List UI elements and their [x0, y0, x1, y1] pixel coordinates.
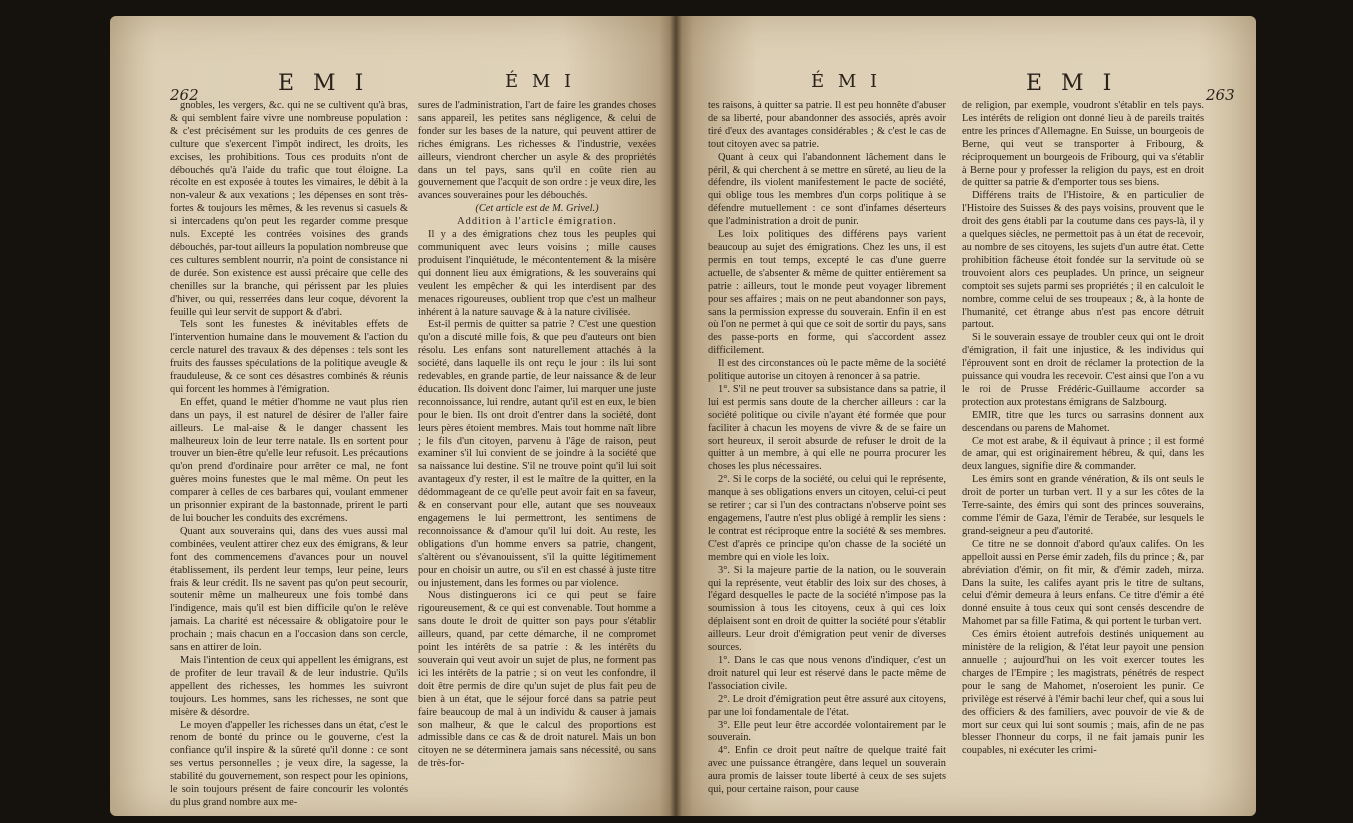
left-page-number: 262 — [170, 86, 199, 104]
paragraph: Différens traits de l'Histoire, & en particulier de l'Histoire des Suisses & des pays voisins, prouvent que le droit des gens établi par la coutume dans ces pays-là, il y a quelques siècles, ne permettoit pas à un état de recevoir, au nombre de ses citoyens, les sujets d'un autre état. Cette prohibition fâcheuse étoit fondée sur la servitude où se trouvoient alors ces peuplades. Un prince, un seigneur comptoit ses sujets parmi ses propriétés ; il en calculoit le nombre, comme celui de ses troupeaux ; &, à la honte de l'humanité, cet étrange abus n'est pas encore détruit partout. — [962, 190, 1204, 331]
paragraph: de religion, par exemple, voudront s'établir en tels pays. Les intérêts de religion ont donné lieu à de pareils traités entre les princes d'Allemagne. En Suisse, un bourgeois de Berne, qui veut se transporter à Fribourg, & réciproquement un bourgeois de Fribourg, qui va s'établir à Berne pour y professer la religion du pays, est en droit de quitter sa patrie & d'emporter tous ses biens. — [962, 100, 1204, 189]
paragraph: Quant aux souverains qui, dans des vues aussi mal combinées, veulent attirer chez eux des émigrans, & leur font des commencemens d'avances pour un nouvel établissement, ils perdent leur temps, leur peine, leurs frais & leur crédit. Ils ne savent pas qu'on peut secourir, soutenir même un malheureux une fois tombé dans l'indigence, mais qu'il est bien difficile qu'on le relève jamais. La charité est nécessaire & obligatoire pour le prochain ; mais chacun en a l'occasion dans son cercle, sans en attirer de loin. — [170, 525, 408, 654]
entry-emir: EMIR, titre que les turcs ou sarrasins donnent aux descendans ou parens de Mahomet. — [962, 409, 1204, 434]
paragraph: 1°. Dans le cas que nous venons d'indiquer, c'est un droit naturel qui leur est réservé dans le pacte même de l'association civile. — [708, 654, 946, 692]
paragraph: tes raisons, à quitter sa patrie. Il est peu honnête d'abuser de sa liberté, pour abandonner des associés, après avoir tiré d'eux des avantages considérables ; & c'est le cas de tout citoyen avec sa patrie. — [708, 100, 946, 150]
paragraph: Est-il permis de quitter sa patrie ? C'est une question qu'on a discuté mille fois, & que peu d'auteurs ont bien résolu. Les enfans sont naturellement attachés à la société, dans laquelle ils ont reçu le jour : ils lui sont redevables, en grande partie, de leur naissance & de leur éducation. Ils doivent donc l'aimer, lui marquer une juste reconnoissance, lui rendre, autant qu'il est en eux, le bien pour le bien. Ils ont droit d'entrer dans la société, dont leurs pères étoient membres. Mais tout homme naît libre ; le fils d'un citoyen, parvenu à l'âge de raison, peut examiner s'il lui convient de se joindre à la société que sa naissance lui destine. S'il ne trouve point qu'il lui soit avantageux d'y rester, il est le maître de la quitter, en la dédommageant de ce qu'elle peut avoir fait en sa faveur, & en conservant pour elle, autant que ses nouveaux engagemens le lui permettront, les sentimens de reconnoissance & d'amour qu'il lui doit. Au reste, les obligations d'un homme envers sa patrie, changent, s'altèrent ou s'évanouissent, s'il la quitte légitimement pour en choisir un autre, ou s'il en est chassé à juste titre ou injustement, dans les formes ou par violence. — [418, 319, 656, 589]
right-column-2 — [962, 100, 1204, 816]
paragraph: 3°. Elle peut leur être accordée volontairement par le souverain. — [708, 719, 946, 744]
right-column-1 — [708, 100, 946, 816]
paragraph: 4°. Enfin ce droit peut naître de quelque traité fait avec une puissance étrangère, dans lequel un souverain aura promis de laisser toute liberté à ceux de ses sujets qui, pour certaine raison, pour cause — [708, 745, 946, 796]
paragraph: Tels sont les funestes & inévitables effets de l'intervention humaine dans le mouvement & l'action du cercle naturel des travaux & des dépenses : tels sont les fruits des fausses spéculations de la politique aveugle & frauduleuse, & ce sont ces désastres combinés & réunis qui forcent les hommes à l'émigration. — [170, 319, 408, 395]
paragraph: Les émirs sont en grande vénération, & ils ont seuls le droit de porter un turban vert. Il y a sur les côtes de la Terre-sainte, des émirs qui sont des princes souverains, comme l'émir de Gaza, l'émir de Terabée, sur lesquels le grand-seigneur a peu d'autorité. — [962, 474, 1204, 537]
paragraph: sures de l'administration, l'art de faire les grandes choses sans appareil, les petites sans négligence, & celui de fonder sur les bases de la nature, qui peuvent attirer de riches émigrans. Les richesses & l'industrie, vexées ailleurs, viendront chercher un asyle & des propriétés dans un tel pays, sans qu'il en coûte rien au gouvernement que l'acquit de son ordre : je veux dire, les avances souveraines pour les débouchés. — [418, 100, 656, 202]
paragraph: Il est des circonstances où le pacte même de la société politique autorise un citoyen à renoncer à sa patrie. — [708, 358, 946, 383]
paragraph: 1°. S'il ne peut trouver sa subsistance dans sa patrie, il lui est permis sans doute de la chercher ailleurs : car la société politique ou civile n'ayant été formée que pour faciliter à chacun les moyens de vivre & de se faire un sort heureux, il seroit absurde de refuser le droit de la quitter à un membre, à qui elle ne pourra procurer les choses les plus nécessaires. — [708, 383, 946, 473]
right-page — [676, 16, 1256, 816]
paragraph: Nous distinguerons ici ce qui peut se faire rigoureusement, & ce qui est convenable. Tout homme a sans doute le droit de quitter son pays pour s'établir ailleurs, quand, par cette démarche, il ne compromet point les intérêts de sa patrie : & les intérêts du souverain qui veut avoir un sujet de plus, ne forment pas ici les intérêts de la patrie ; si on veut les confondre, il doit être permis de dire qu'un sujet de plus fait peu de bien à un état, que le séjour forcé dans sa patrie peut faire beaucoup de mal à un individu & causer à jamais son malheur, & que le calcul des proportions est admissible dans ce cas & de droit naturel. Mais un bon citoyen ne se déterminera jamais sans nécessité, ou sans de très-for- — [418, 590, 656, 770]
book-gutter — [670, 16, 682, 816]
paragraph: En effet, quand le métier d'homme ne vaut plus rien dans un pays, il est naturel de désirer de l'aller faire ailleurs. Le mal-aise & le danger chassent les malheureux loin de leur terre natale. Ils en sortent pour trouver un bien-être qu'elle leur refusoit. Les précautions qu'on prend d'ordinaire pour arrêter ce mal, ne font guères moins funestes que le mal même. On peut les comparer à celles de ces barbares qui, voulant emmener un prisonnier expirant de la bastonnade, prirent le parti de lui boucher les conduits des excrémens. — [170, 396, 408, 524]
paragraph: Mais l'intention de ceux qui appellent les émigrans, est de profiter de leur travail & de leur industrie. Qu'ils appellent des richesses, les hommes les suivront toujours. Les hommes, sans les richesses, ne sont que misère & désordre. — [170, 654, 408, 718]
paragraph: Quant à ceux qui l'abandonnent lâchement dans le péril, & qui cherchent à se mettre en sûreté, au lieu de la défendre, ils violent manifestement le pacte de société, qui oblige tous les membres d'un corps politique à se défendre mutuellement : ce sont d'infames déserteurs que l'administration a droit de punir. — [708, 151, 946, 228]
right-running-head: E M I — [1026, 71, 1118, 96]
paragraph: Si le souverain essaye de troubler ceux qui ont le droit d'émigration, il fait une injustice, & les individus qui l'éprouvent sont en droit de réclamer la protection de la puissance qui voudra les recevoir. C'est ainsi que l'on a vu le roi de Prusse Frédéric-Guillaume accorder sa protection aux protestans émigrans de Salzbourg. — [962, 332, 1204, 408]
section-heading: Addition à l'article émigration. — [457, 216, 617, 228]
paragraph: Il y a des émigrations chez tous les peuples qui communiquent avec leurs voisins ; mille causes produisent l'inquiétude, le mécontentement & la misère qui donnent lieu aux émigrations, & les souverains qui veulent les empêcher & qui les interdisent par des menaces rigoureuses, oublient trop que c'est un malheur inhérent à la nature sauvage & à la nature civilisée. — [418, 229, 656, 318]
paragraph: gnobles, les vergers, &c. qui ne se cultivent qu'à bras, & qui semblent faire vivre une nombreuse population : & c'est précisément sur les produits de ces genres de culture que s'exercent l'impôt indirect, les droits, les excises, les prohibitions. Tous ces produits n'ont de débouchés qu'à l'aide du trafic que tout éloigne. La récolte en est exposée à toutes les vimaires, le débit à la non-valeur & aux vexations ; les dépenses en sont très-fortes & toujours les mêmes, & les revenus si casuels & si intercadens qu'on peut les regarder comme presque nuls. Excepté les contrées voisines des grands débouchés, par-tout ailleurs la population nombreuse que ces cultures semblent nourrir, n'a point de consistance ni de durée. Son existence est aussi précaire que celle des chenilles sur la branche, qui périssent par les pluies d'hiver, ou qui, resserrées dans leur coque, dévorent la feuille qui leur servit de support & d'abri. — [170, 100, 408, 318]
paragraph: 2°. Si le corps de la société, ou celui qui le représente, manque à ses obligations envers un citoyen, celui-ci peut se retirer ; car si l'un des contractans n'observe point ses engagemens, l'autre n'est plus obligé à remplir les siens : le contrat est réciproque entre la société & ses membres. C'est d'après ce principe qu'on chasse de la société un membre qui en viole les loix. — [708, 474, 946, 563]
paragraph: 3°. Si la majeure partie de la nation, ou le souverain qui la représente, veut établir des loix sur des choses, à l'égard desquelles le pacte de la société n'impose pas la soumission à tous les citoyens, ceux à qui ces loix déplaisent sont en droit de quitter la société pour s'établir ailleurs. Leur droit d'émigration peut venir de diverses sources. — [708, 564, 946, 654]
right-page-number: 263 — [1206, 86, 1235, 104]
left-page — [110, 16, 676, 816]
paragraph: Ce titre ne se donnoit d'abord qu'aux califes. On les appelloit aussi en Perse émir zadeh, fils du prince ; &, par abréviation d'émir, on fit mir, & d'émir zadeh, mirza. Dans la suite, les califes ayant pris le titre de sultans, celui d'émir demeura à leurs enfans. Ce titre d'émir a été donné ensuite à tous ceux qui sont censés descendre de Mahomet par sa fille Fatima, & qui portent le turban vert. — [962, 538, 1204, 628]
left-column-1 — [170, 100, 408, 816]
right-center-head: É M I — [811, 71, 882, 92]
paragraph: 2°. Le droit d'émigration peut être assuré aux citoyens, par une loi fondamentale de l'état. — [708, 693, 946, 718]
paragraph: Ce mot est arabe, & il équivaut à prince ; il est formé de amar, qui est originairement hébreu, & qui, dans les deux langues, signifie dire & commander. — [962, 435, 1204, 473]
paragraph: Les loix politiques des différens pays varient beaucoup au sujet des émigrations. Chez les uns, il est permis en tout temps, excepté le cas d'une guerre actuelle, de s'absenter & même de quitter entièrement sa patrie : ailleurs, tout le monde peut voyager librement pour ses affaires ; mais on ne peut abandonner son pays, sans la permission expresse du souverain. Enfin il en est où l'on ne permet à qui que ce soit de sortir du pays, sans des passe-ports en forme, qui s'accordent assez difficilement. — [708, 229, 946, 357]
paragraph: Le moyen d'appeller les richesses dans un état, c'est le renom de bonté du prince ou le gouverne, c'est la confiance qu'il inspire & la sûreté qu'il donne : ce sont ses vertus personnelles ; je veux dire, la sagesse, la stabilité du gouvernement, son respect pour les opinions, le soin toujours présent de faire concourir les volontés du plus grand nombre aux me- — [170, 719, 408, 808]
paragraph: Ces émirs étoient autrefois destinés uniquement au ministère de la religion, & l'état leur payoit une pension annuelle ; aujourd'hui on les voit exercer toutes les charges de l'Empire ; les magistrats, pénétrés de respect pour le sang de Mahomet, n'oseroient les punir. Ce privilège est réservé à l'émir bachi leur chef, qui a sous lui des officiers & des familiers, avec pouvoir de vie & de mort sur ceux qui lui sont soumis ; mais, afin de ne pas blesser l'honneur du corps, il ne fait jamais punir les coupables, ni exécuter les crimi- — [962, 629, 1204, 757]
author-signoff: (Cet article est de M. Grivel.) — [475, 203, 599, 215]
left-column-2 — [418, 100, 656, 816]
left-running-head: E M I — [278, 71, 370, 96]
left-center-head: É M I — [505, 71, 576, 92]
